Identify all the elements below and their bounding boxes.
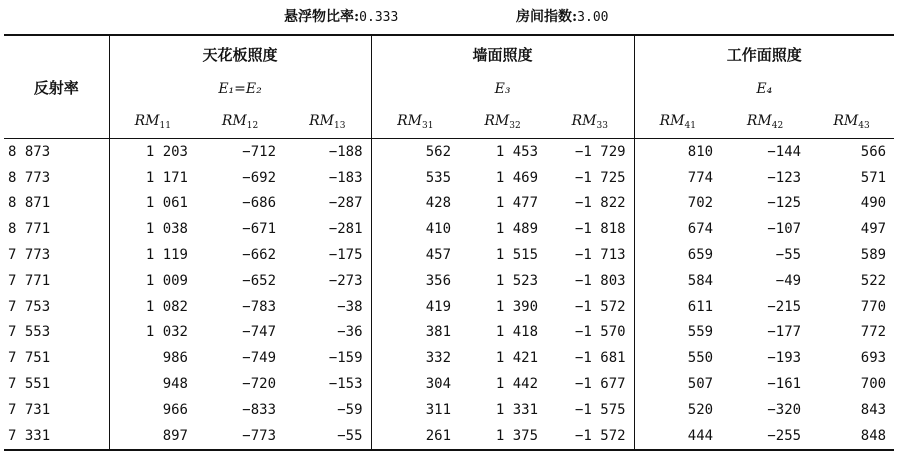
wall-formula: E₃	[371, 72, 634, 106]
wall-group-title: 墙面照度	[371, 35, 634, 72]
col-header-rm33	[546, 106, 634, 139]
value-cell: 381	[425, 324, 452, 341]
value-cell: 304	[425, 376, 452, 393]
value-cell: −1 572	[546, 423, 634, 450]
col-header-rm31	[371, 106, 459, 139]
value-cell: −183	[284, 165, 371, 191]
col-base: RM	[221, 113, 247, 129]
value-cell: 1 442	[495, 376, 539, 393]
ratio-label: 悬浮物比率:	[284, 9, 360, 25]
value-cell: −1 677	[546, 371, 634, 397]
reflectance-cell: 7 553	[4, 320, 109, 346]
value-cell: −215	[767, 298, 802, 315]
table-row	[4, 320, 894, 346]
value-cell: 1 038	[145, 221, 188, 238]
value-cell: 1 515	[495, 247, 539, 264]
value-cell: −281	[284, 216, 371, 242]
reflectance-cell: 8 773	[4, 165, 109, 191]
col-sub: 31	[422, 121, 434, 131]
col-sub: 41	[684, 121, 696, 131]
value-cell: −692	[242, 169, 276, 186]
ceiling-group-title: 天花板照度	[109, 35, 371, 72]
value-cell: −255	[767, 427, 802, 444]
value-cell: −175	[284, 242, 371, 268]
col-header-rm11	[109, 106, 196, 139]
col-sub: 43	[858, 121, 870, 131]
value-cell: −159	[284, 345, 371, 371]
value-cell: 566	[860, 143, 887, 160]
workplane-formula: E₄	[756, 81, 773, 97]
value-cell: −1 570	[546, 320, 634, 346]
value-cell: −662	[242, 247, 276, 264]
col-base: RM	[746, 113, 772, 129]
reflectance-cell: 7 753	[4, 294, 109, 320]
value-cell: 1 032	[145, 324, 188, 341]
value-cell: 1 418	[495, 324, 539, 341]
value-cell: 520	[687, 401, 714, 418]
reflectance-table	[4, 34, 894, 451]
value-cell: 1 203	[145, 143, 188, 160]
value-cell: −55	[284, 423, 371, 450]
col-base: RM	[309, 113, 334, 129]
value-cell: −652	[242, 272, 276, 289]
value-cell: 1 421	[495, 350, 539, 367]
value-cell: 497	[860, 221, 887, 238]
ratio-value: 0.333	[359, 10, 399, 25]
col-sub: 11	[159, 121, 171, 131]
value-cell: −320	[767, 401, 802, 418]
value-cell: 457	[425, 247, 452, 264]
value-cell: −125	[767, 195, 802, 212]
value-cell: −1 803	[546, 268, 634, 294]
value-cell: −188	[284, 139, 371, 165]
value-cell: 1 331	[495, 401, 539, 418]
value-cell: 1 489	[495, 221, 539, 238]
value-cell: 770	[860, 298, 887, 315]
value-cell: 774	[687, 169, 714, 186]
reflectance-cell: 7 551	[4, 371, 109, 397]
table-row	[4, 294, 894, 320]
value-cell: 897	[162, 427, 188, 444]
value-cell: 356	[425, 272, 452, 289]
col-header-rm42	[721, 106, 809, 139]
value-cell: 559	[687, 324, 714, 341]
value-cell: 843	[860, 401, 887, 418]
value-cell: 848	[860, 427, 887, 444]
value-cell: 611	[687, 298, 714, 315]
reflectance-cell: 8 873	[4, 139, 109, 165]
col-sub: 13	[333, 121, 346, 131]
table-row	[4, 268, 894, 294]
value-cell: −773	[242, 427, 276, 444]
value-cell: −161	[767, 376, 802, 393]
value-cell: 1 119	[145, 247, 188, 264]
value-cell: 659	[687, 247, 714, 264]
value-cell: 702	[687, 195, 714, 212]
table-row	[4, 423, 894, 450]
col-base: RM	[571, 113, 597, 129]
ratio-caption	[284, 6, 398, 26]
table-row	[4, 371, 894, 397]
value-cell: 948	[162, 376, 188, 393]
value-cell: 1 061	[145, 195, 188, 212]
value-cell: −749	[242, 350, 276, 367]
value-cell: 1 082	[145, 298, 188, 315]
value-cell: −686	[242, 195, 276, 212]
value-cell: 1 523	[495, 272, 539, 289]
reflectance-cell: 7 771	[4, 268, 109, 294]
value-cell: −1 572	[546, 294, 634, 320]
value-cell: 311	[425, 401, 452, 418]
value-cell: −720	[242, 376, 276, 393]
value-cell: 700	[860, 376, 887, 393]
col-sub: 12	[246, 121, 259, 131]
index-caption	[516, 6, 608, 26]
col-sub: 32	[509, 121, 521, 131]
value-cell: 1 009	[145, 272, 188, 289]
value-cell: 772	[860, 324, 887, 341]
value-cell: −712	[242, 143, 276, 160]
table-row	[4, 216, 894, 242]
value-cell: −144	[767, 143, 802, 160]
value-cell: 693	[860, 350, 887, 367]
reflectance-header: 反射率	[4, 35, 109, 139]
value-cell: −193	[767, 350, 802, 367]
col-base: RM	[833, 113, 859, 129]
table-row	[4, 345, 894, 371]
value-cell: 419	[425, 298, 452, 315]
value-cell: 507	[687, 376, 714, 393]
table-body	[4, 139, 894, 450]
value-cell: −59	[284, 397, 371, 423]
col-header-rm32	[459, 106, 546, 139]
value-cell: −55	[775, 247, 802, 264]
value-cell: 444	[687, 427, 714, 444]
value-cell: 589	[860, 247, 887, 264]
value-cell: 966	[162, 401, 188, 418]
value-cell: 1 375	[495, 427, 539, 444]
workplane-group-title: 工作面照度	[726, 45, 802, 64]
value-cell: −1 818	[546, 216, 634, 242]
value-cell: −36	[284, 320, 371, 346]
value-cell: −38	[284, 294, 371, 320]
value-cell: 261	[425, 427, 452, 444]
value-cell: 571	[860, 169, 887, 186]
reflectance-cell: 7 731	[4, 397, 109, 423]
value-cell: −1 725	[546, 165, 634, 191]
table-row	[4, 191, 894, 217]
value-cell: 550	[687, 350, 714, 367]
value-cell: 674	[687, 221, 714, 238]
reflectance-cell: 8 871	[4, 191, 109, 217]
value-cell: 584	[687, 272, 714, 289]
reflectance-cell: 7 751	[4, 345, 109, 371]
reflectance-cell: 7 331	[4, 423, 109, 450]
table-row	[4, 165, 894, 191]
value-cell: 1 453	[495, 143, 539, 160]
index-value: 3.00	[577, 10, 609, 25]
col-base: RM	[484, 113, 510, 129]
value-cell: 1 469	[495, 169, 539, 186]
value-cell: 1 477	[495, 195, 539, 212]
value-cell: 522	[860, 272, 887, 289]
value-cell: 1 390	[495, 298, 539, 315]
value-cell: −747	[242, 324, 276, 341]
table-caption	[0, 4, 900, 28]
col-header-rm13	[284, 106, 371, 139]
value-cell: −107	[767, 221, 802, 238]
col-sub: 42	[771, 121, 784, 131]
table-row	[4, 397, 894, 423]
reflectance-cell: 8 771	[4, 216, 109, 242]
value-cell: −273	[284, 268, 371, 294]
col-header-rm12	[196, 106, 284, 139]
value-cell: −123	[767, 169, 802, 186]
value-cell: −1 713	[546, 242, 634, 268]
value-cell: −783	[242, 298, 276, 315]
table-header	[4, 35, 894, 139]
value-cell: −1 822	[546, 191, 634, 217]
col-header-rm41	[634, 106, 721, 139]
value-cell: 810	[687, 143, 714, 160]
col-base: RM	[659, 113, 685, 129]
value-cell: −153	[284, 371, 371, 397]
value-cell: 562	[425, 143, 452, 160]
index-label: 房间指数:	[516, 9, 578, 25]
value-cell: 410	[425, 221, 452, 238]
table-row	[4, 139, 894, 165]
col-base: RM	[397, 113, 422, 129]
reflectance-cell: 7 773	[4, 242, 109, 268]
value-cell: 332	[425, 350, 452, 367]
value-cell: −1 729	[546, 139, 634, 165]
value-cell: 490	[860, 195, 887, 212]
value-cell: 535	[425, 169, 452, 186]
value-cell: −1 681	[546, 345, 634, 371]
ceiling-formula: E₁=E₂	[109, 72, 371, 106]
value-cell: −833	[242, 401, 276, 418]
value-cell: −1 575	[546, 397, 634, 423]
value-cell: −671	[242, 221, 276, 238]
col-header-rm43	[809, 106, 894, 139]
table-row	[4, 242, 894, 268]
col-base: RM	[134, 113, 160, 129]
value-cell: −49	[775, 272, 802, 289]
value-cell: −287	[284, 191, 371, 217]
value-cell: −177	[767, 324, 802, 341]
value-cell: 428	[425, 195, 452, 212]
col-sub: 33	[596, 121, 608, 131]
value-cell: 1 171	[145, 169, 188, 186]
value-cell: 986	[162, 350, 188, 367]
